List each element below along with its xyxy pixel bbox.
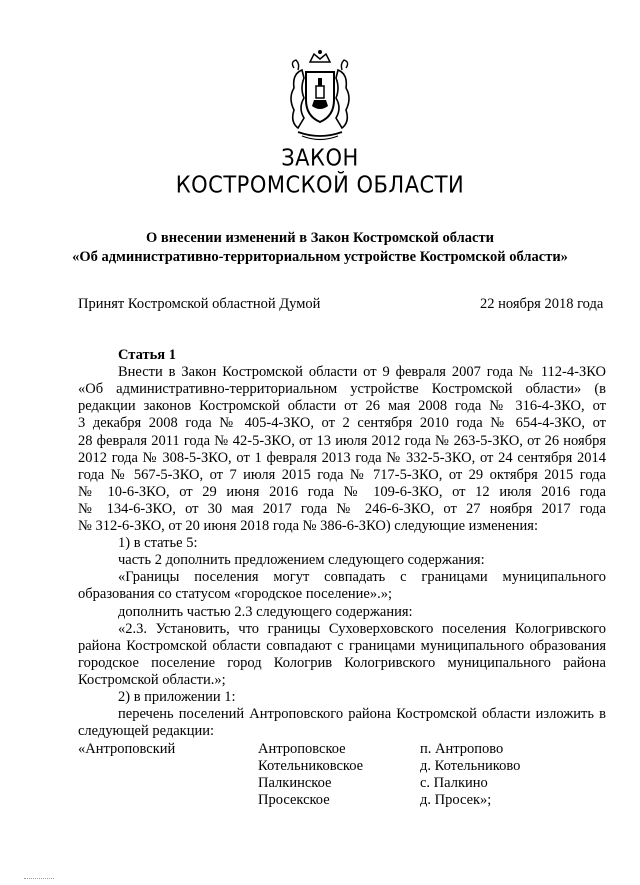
part-2-instruction: часть 2 дополнить предложением следующего содержания: (118, 552, 485, 568)
settlement-name: Палкинское (258, 775, 332, 791)
footer-divider (24, 878, 54, 881)
intro-line: «Об административно-территориальном устройстве Костромской области» (в (78, 381, 606, 397)
quote-2-line: городское поселение город Кологрив Кологривского муниципального района (78, 655, 606, 671)
law-subtitle-line1: О внесении изменений в Закон Костромской области (146, 230, 494, 246)
article-heading: Статья 1 (118, 347, 176, 363)
intro-line: 3 декабря 2008 года № 405-4-ЗКО, от 2 сентября 2010 года № 654-4-ЗКО, от (78, 415, 606, 431)
settlement-name: Просекское (258, 792, 330, 808)
intro-line: года № 567-5-ЗКО, от 7 июля 2015 года № 717-5-ЗКО, от 29 октября 2015 года (78, 467, 606, 483)
intro-line: № 134-6-ЗКО, от 30 мая 2017 года № 246-6-ЗКО, от 27 ноября 2017 года (78, 501, 606, 517)
district-name: «Антроповский (78, 741, 176, 757)
quote-1-line1: «Границы поселения могут совпадать с границами муниципального (118, 569, 606, 585)
intro-line: 28 февраля 2011 года № 42-5-ЗКО, от 13 июля 2012 года № 263-5-ЗКО, от 26 ноября (78, 433, 606, 449)
settlement-center: с. Палкино (420, 775, 488, 791)
intro-line: редакции законов Костромской области от 26 мая 2008 года № 316-4-ЗКО, от (78, 398, 606, 414)
settlement-center: д. Просек»; (420, 792, 492, 808)
law-title-line2: КОСТРОМСКОЙ ОБЛАСТИ (175, 172, 465, 198)
list-instruction-line1: перечень поселений Антроповского района Костромской области изложить в (118, 706, 606, 722)
settlement-center: д. Котельниково (420, 758, 521, 774)
quote-2-line: района Костромской области совпадают с границами муниципального образования (78, 638, 606, 654)
item-2: 2) в приложении 1: (118, 689, 236, 705)
settlement-name: Антроповское (258, 741, 346, 757)
item-1: 1) в статье 5: (118, 535, 198, 551)
adoption-text: Принят Костромской областной Думой (78, 296, 321, 312)
coat-of-arms-emblem (272, 48, 368, 144)
settlement-center: п. Антропово (420, 741, 504, 757)
list-instruction-line2: следующей редакции: (78, 723, 215, 739)
law-subtitle-line2: «Об административно-территориальном устройстве Костромской области» (72, 249, 568, 265)
adoption-date: 22 ноября 2018 года (480, 296, 604, 312)
quote-2-line: Костромской области.»; (78, 672, 226, 688)
intro-line: № 312-6-ЗКО, от 20 июня 2018 года № 386-6-ЗКО) следующие изменения: (78, 518, 538, 534)
intro-line: 2012 года № 308-5-ЗКО, от 1 февраля 2013 года № 332-5-ЗКО, от 24 сентября 2014 (78, 450, 606, 466)
intro-line: Внести в Закон Костромской области от 9 февраля 2007 года № 112-4-ЗКО (118, 364, 606, 380)
add-part-2-3: дополнить частью 2.3 следующего содержания: (118, 604, 413, 620)
quote-2-line: «2.3. Установить, что границы Суховерховского поселения Кологривского (118, 621, 606, 637)
quote-1-line2: образования со статусом «городское поселение».»; (78, 586, 393, 602)
settlement-name: Котельниковское (258, 758, 364, 774)
law-title-line1: ЗАКОН (281, 145, 359, 171)
intro-line: № 10-6-ЗКО, от 29 июня 2016 года № 109-6-ЗКО, от 12 июля 2016 года (78, 484, 606, 500)
